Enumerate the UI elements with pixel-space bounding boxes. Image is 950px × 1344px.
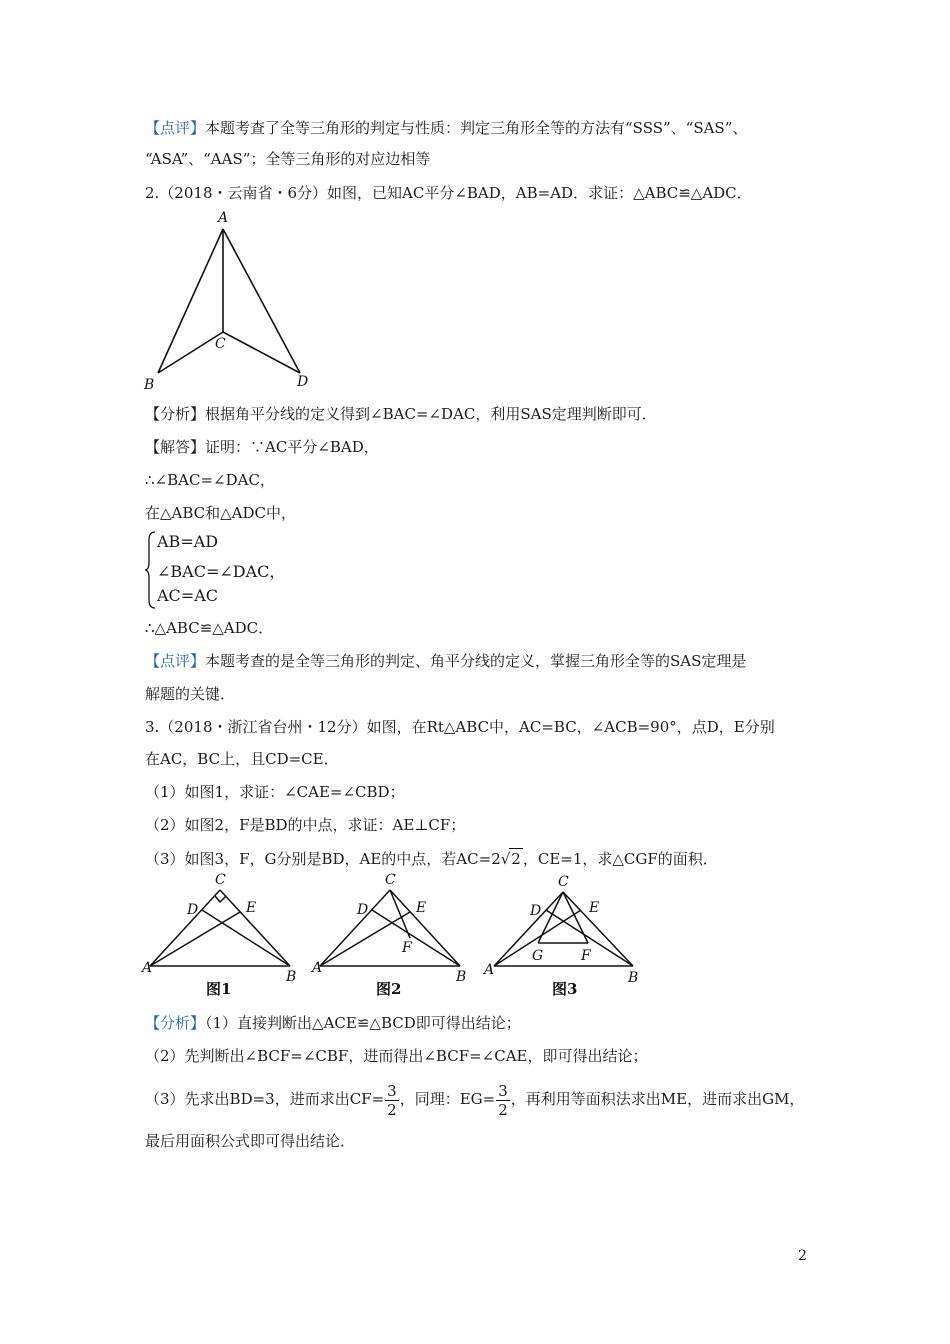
q3-stem-1: 3.（2018・浙江省台州・12分）如图，在Rt△ABC中，AC=BC，∠ACB=90°，点D，E分别 [145, 718, 775, 736]
caption-fig2: 图2 [376, 980, 402, 998]
svg-text:B: B [628, 970, 639, 986]
left-brace-icon [145, 530, 157, 610]
q2-step2: 在△ABC和△ADC中， [145, 504, 297, 522]
equation-system [145, 530, 315, 610]
segment-AD [223, 229, 300, 373]
label-A: A [218, 210, 229, 226]
label-D: D [297, 374, 309, 390]
q3-part3: （3）如图3，F，G分别是BD，AE的中点，若AC=2√2 ，CE=1，求△CGF的面积． [145, 850, 718, 868]
q3-analysis-1: 【分析】（1）直接判断出△ACE≌△BCD即可得出结论； [145, 1014, 521, 1032]
q3-part1: （1）如图1，求证：∠CAE=∠CBD； [145, 783, 405, 801]
page-number: 2 [798, 1248, 807, 1264]
svg-text:E: E [416, 900, 427, 916]
sys-line-3: AC=AC [157, 586, 218, 605]
fraction-3-2: $\frac{3}{2}$ [498, 1081, 508, 1119]
svg-text:B: B [456, 969, 467, 985]
q3-figure-3 [480, 870, 655, 1000]
q2-step1: ∴∠BAC=∠DAC， [145, 471, 275, 489]
q2-analysis: 【分析】根据角平分线的定义得到∠BAC=∠DAC，利用SAS定理判断即可． [145, 405, 657, 423]
q2-step3: ∴△ABC≌△ADC． [145, 619, 274, 637]
comment-tag: 【点评】 [145, 119, 206, 137]
q3-analysis-4: 最后用面积公式即可得出结论． [145, 1132, 356, 1150]
q3-analysis-2: （2）先判断出∠BCF=∠CBF，进而得出∠BCF=∠CAE，即可得出结论； [145, 1047, 648, 1065]
comment-line-2: “ASA”、“AAS”；全等三角形的对应边相等 [145, 150, 431, 168]
sqrt-radicand: 2 [511, 850, 521, 868]
comment-line-1: 【点评】本题考查了全等三角形的判定与性质：判定三角形全等的方法有“SSS”、“SAS”、 [145, 119, 748, 137]
svg-text:F: F [402, 940, 412, 956]
q2-comment-line-2: 解题的关键． [145, 685, 236, 703]
svg-text:A: A [484, 962, 495, 978]
svg-text:B: B [286, 969, 297, 985]
q2-figure [140, 205, 320, 395]
sys-line-2: ∠BAC=∠DAC， [157, 562, 286, 581]
label-C: C [215, 336, 226, 352]
svg-text:C: C [385, 872, 396, 888]
q2-solution: 【解答】证明：∵AC平分∠BAD， [145, 438, 379, 456]
svg-text:C: C [558, 874, 569, 890]
caption-fig3: 图3 [552, 980, 578, 998]
svg-text:A: A [312, 960, 323, 976]
svg-text:G: G [532, 948, 544, 964]
svg-text:D: D [530, 903, 542, 919]
svg-text:E: E [589, 900, 600, 916]
caption-fig1: 图1 [206, 980, 232, 998]
label-B: B [144, 377, 155, 393]
q3-stem-2: 在AC，BC上，且CD=CE． [145, 750, 339, 768]
segment-AB [158, 229, 223, 373]
fraction-3-2: $\frac{3}{2}$ [387, 1081, 397, 1119]
svg-text:E: E [246, 900, 257, 916]
q3-part2: （2）如图2，F是BD的中点，求证：AE⊥CF； [145, 816, 466, 834]
sys-line-1: AB=AD [157, 532, 219, 551]
svg-text:D: D [187, 902, 199, 918]
q2-stem: 2.（2018・云南省・6分）如图，已知AC平分∠BAD，AB=AD．求证：△ABC≌△ADC． [145, 184, 752, 202]
q3-analysis-3: （3）先求出BD=3，进而求出CF= $\frac{3}{2}$ ，同理：EG= $\frac{3}{2}$ ，再利用等面积法求出ME，进而求出GM， [145, 1081, 805, 1119]
svg-text:A: A [142, 960, 153, 976]
q3-figure-1 [140, 870, 310, 1000]
q3-figure-2 [310, 870, 480, 1000]
svg-text:D: D [357, 902, 369, 918]
svg-text:C: C [215, 872, 226, 888]
svg-text:F: F [581, 948, 591, 964]
q2-comment-line-1: 【点评】本题考查的是全等三角形的判定、角平分线的定义，掌握三角形全等的SAS定理是 [145, 652, 747, 670]
